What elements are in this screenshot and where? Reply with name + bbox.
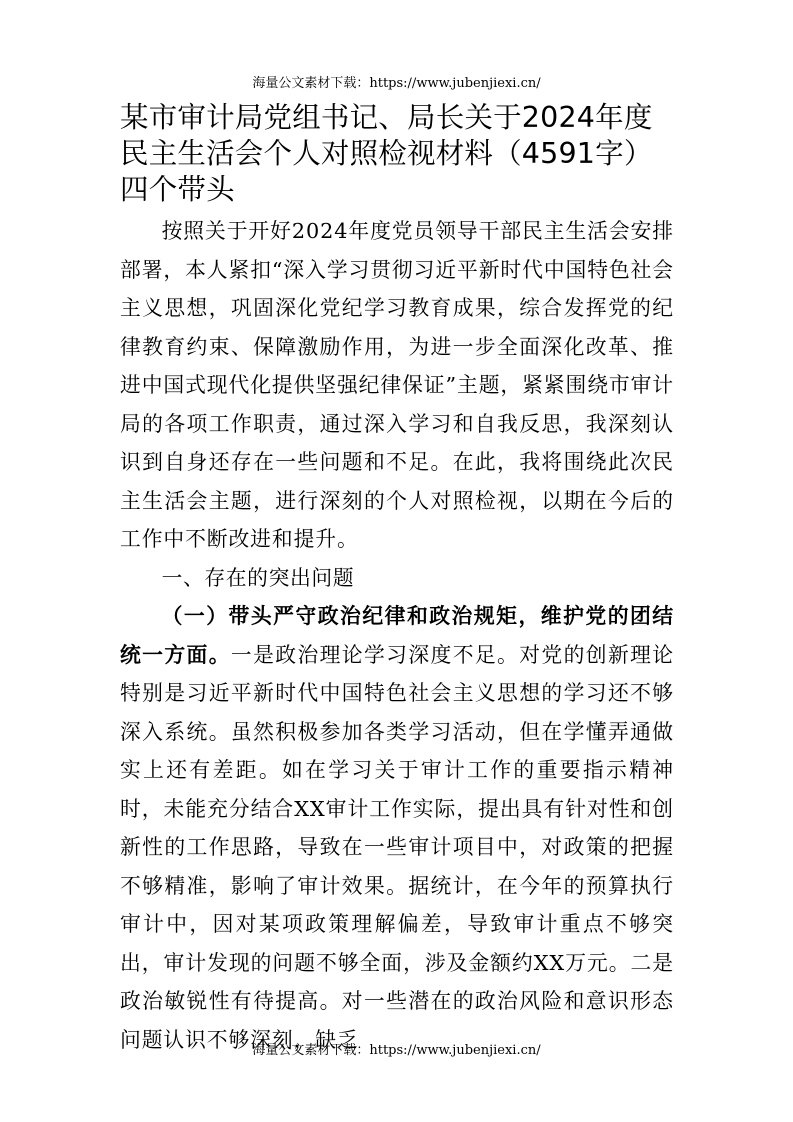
subsection-paragraph-1 [120, 597, 674, 1059]
section-heading-1: 一、存在的突出问题 [161, 565, 355, 590]
page-header: 海量公文素材下载：https://www.jubenjiexi.cn/ [252, 76, 541, 91]
document-title: 某市审计局党组书记、局长关于2024年度民主生活会个人对照检视材料（4591字）四个带头 [120, 101, 653, 206]
intro-paragraph: 按照关于开好2024年度党员领导干部民主生活会安排部署，本人紧扣“深入学习贯彻习近平新时代中国特色社会主义思想，巩固深化党纪学习教育成果，综合发挥党的纪律教育约束、保障激励作用，为进一步全面深化改革、推进中国式现代化提供坚强纪律保证”主题，紧紧围绕市审计局的各项工作职责，通过深入学习和自我反思，我深刻认识到自身还存在一些问题和不足。在此，我将围绕此次民主生活会主题，进行深刻的个人对照检视，以期在今后的工作中不断改进和提升。 [120, 219, 674, 551]
subsection-heading-1: （一）带头严守政治纪律和政治规矩，维护党的团结统一方面。 [120, 603, 674, 667]
page-footer: 海量公文素材下载：https://www.jubenjiexi.cn/ [252, 1043, 541, 1058]
document-body [120, 100, 674, 1059]
subsection-body-1: 一是政治理论学习深度不足。对党的创新理论特别是习近平新时代中国特色社会主义思想的学习还不够深入系统。虽然积极参加各类学习活动，但在学懂弄通做实上还有差距。如在学习关于审计工作的重要指示精神时，未能充分结合XX审计工作实际，提出具有针对性和创新性的工作思路，导致在一些审计项目中，对政策的把握不够精准，影响了审计效果。据统计，在今年的预算执行审计中，因对某项政策理解偏差，导致审计重点不够突出，审计发现的问题不够全面，涉及金额约XX万元。二是政治敏锐性有待提高。对一些潜在的政治风险和意识形态问题认识不够深刻，缺乏 [120, 642, 675, 1052]
